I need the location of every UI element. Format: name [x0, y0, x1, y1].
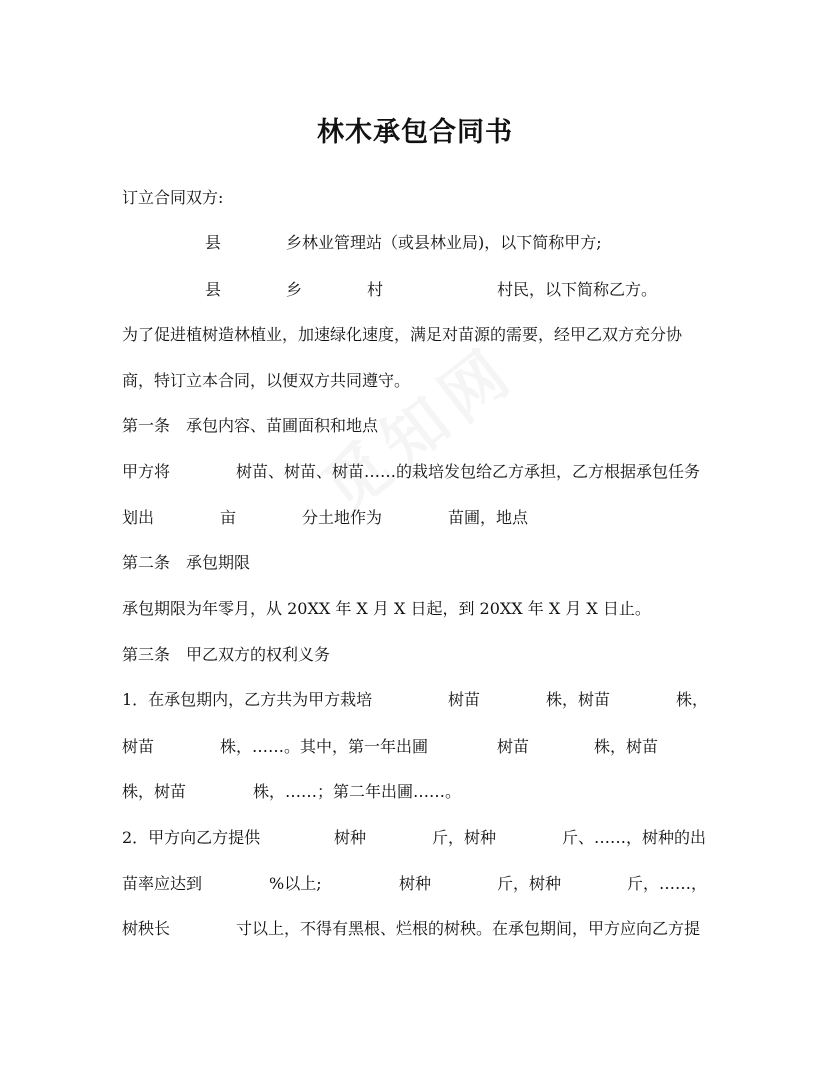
text-segment: 树种 [399, 874, 432, 893]
document-title: 林木承包合同书 [317, 117, 513, 148]
text-segment: 村 [367, 280, 384, 299]
text-segment: 树苗 [122, 737, 155, 756]
text-segment: 株，……；第二年出圃……。 [253, 782, 462, 801]
text-segment: 株，树苗 [594, 737, 659, 756]
text-segment: 2．甲方向乙方提供 [122, 828, 261, 847]
text-segment: 树秧长 [122, 919, 171, 938]
text-segment: 斤，树种 [497, 874, 562, 893]
text-segment: 第二条 承包期限 [122, 553, 251, 572]
text-segment: 订立合同双方: [122, 188, 224, 207]
text-segment: 斤、……，树种的出 [562, 828, 707, 847]
preamble-line [122, 325, 682, 345]
text-segment: 斤，……， [627, 874, 708, 893]
text-segment: 分土地作为 [302, 508, 383, 527]
text-segment: %以上; [269, 874, 322, 893]
text-segment: 株，树苗 [546, 690, 611, 709]
text-segment: 第三条 甲乙双方的权利义务 [122, 645, 331, 664]
text-segment: 划出 [122, 508, 155, 527]
article-2-line [122, 599, 651, 619]
text-segment: 树苗 [497, 737, 530, 756]
text-segment: 村民，以下简称乙方。 [497, 280, 658, 299]
text-segment: 承包期限为年零月，从 20XX 年 X 月 X 日起，到 20XX 年 X 月 X 日止。 [122, 599, 651, 618]
text-segment: 乡林业管理站（或县林业局)，以下简称甲方; [286, 233, 602, 252]
text-segment: 树种 [334, 828, 367, 847]
preamble-line [122, 371, 410, 391]
text-segment: 为了促进植树造林植业，加速绿化速度，满足对苗源的需要，经甲乙双方充分协 [122, 325, 683, 344]
text-segment: 株，树苗 [122, 782, 187, 801]
text-segment: 第一条 承包内容、苗圃面积和地点 [122, 416, 379, 435]
text-segment: 树苗 [448, 690, 481, 709]
text-segment: 苗率应达到 [122, 874, 203, 893]
text-segment: 株，……。其中，第一年出圃 [220, 737, 429, 756]
article-3-heading [122, 645, 330, 665]
text-segment: 树苗、树苗、树苗……的栽培发包给乙方承担，乙方根据承包任务 [236, 462, 701, 481]
text-segment: 甲方将 [122, 462, 171, 481]
text-segment: 县 [205, 233, 222, 252]
text-segment: 斤，树种 [432, 828, 497, 847]
text-segment: 株， [676, 690, 709, 709]
text-segment: 乡 [286, 280, 303, 299]
text-segment: 苗圃，地点 [448, 508, 529, 527]
text-segment: 县 [205, 280, 222, 299]
article-2-heading [122, 553, 250, 573]
text-segment: 亩 [220, 508, 237, 527]
text-segment: 商，特订立本合同，以便双方共同遵守。 [122, 371, 411, 390]
article-1-heading [122, 416, 378, 436]
parties-heading [122, 188, 223, 208]
text-segment: 寸以上，不得有黑根、烂根的树秧。在承包期间，甲方应向乙方提 [236, 919, 701, 938]
text-segment: 1．在承包期内，乙方共为甲方栽培 [122, 690, 373, 709]
